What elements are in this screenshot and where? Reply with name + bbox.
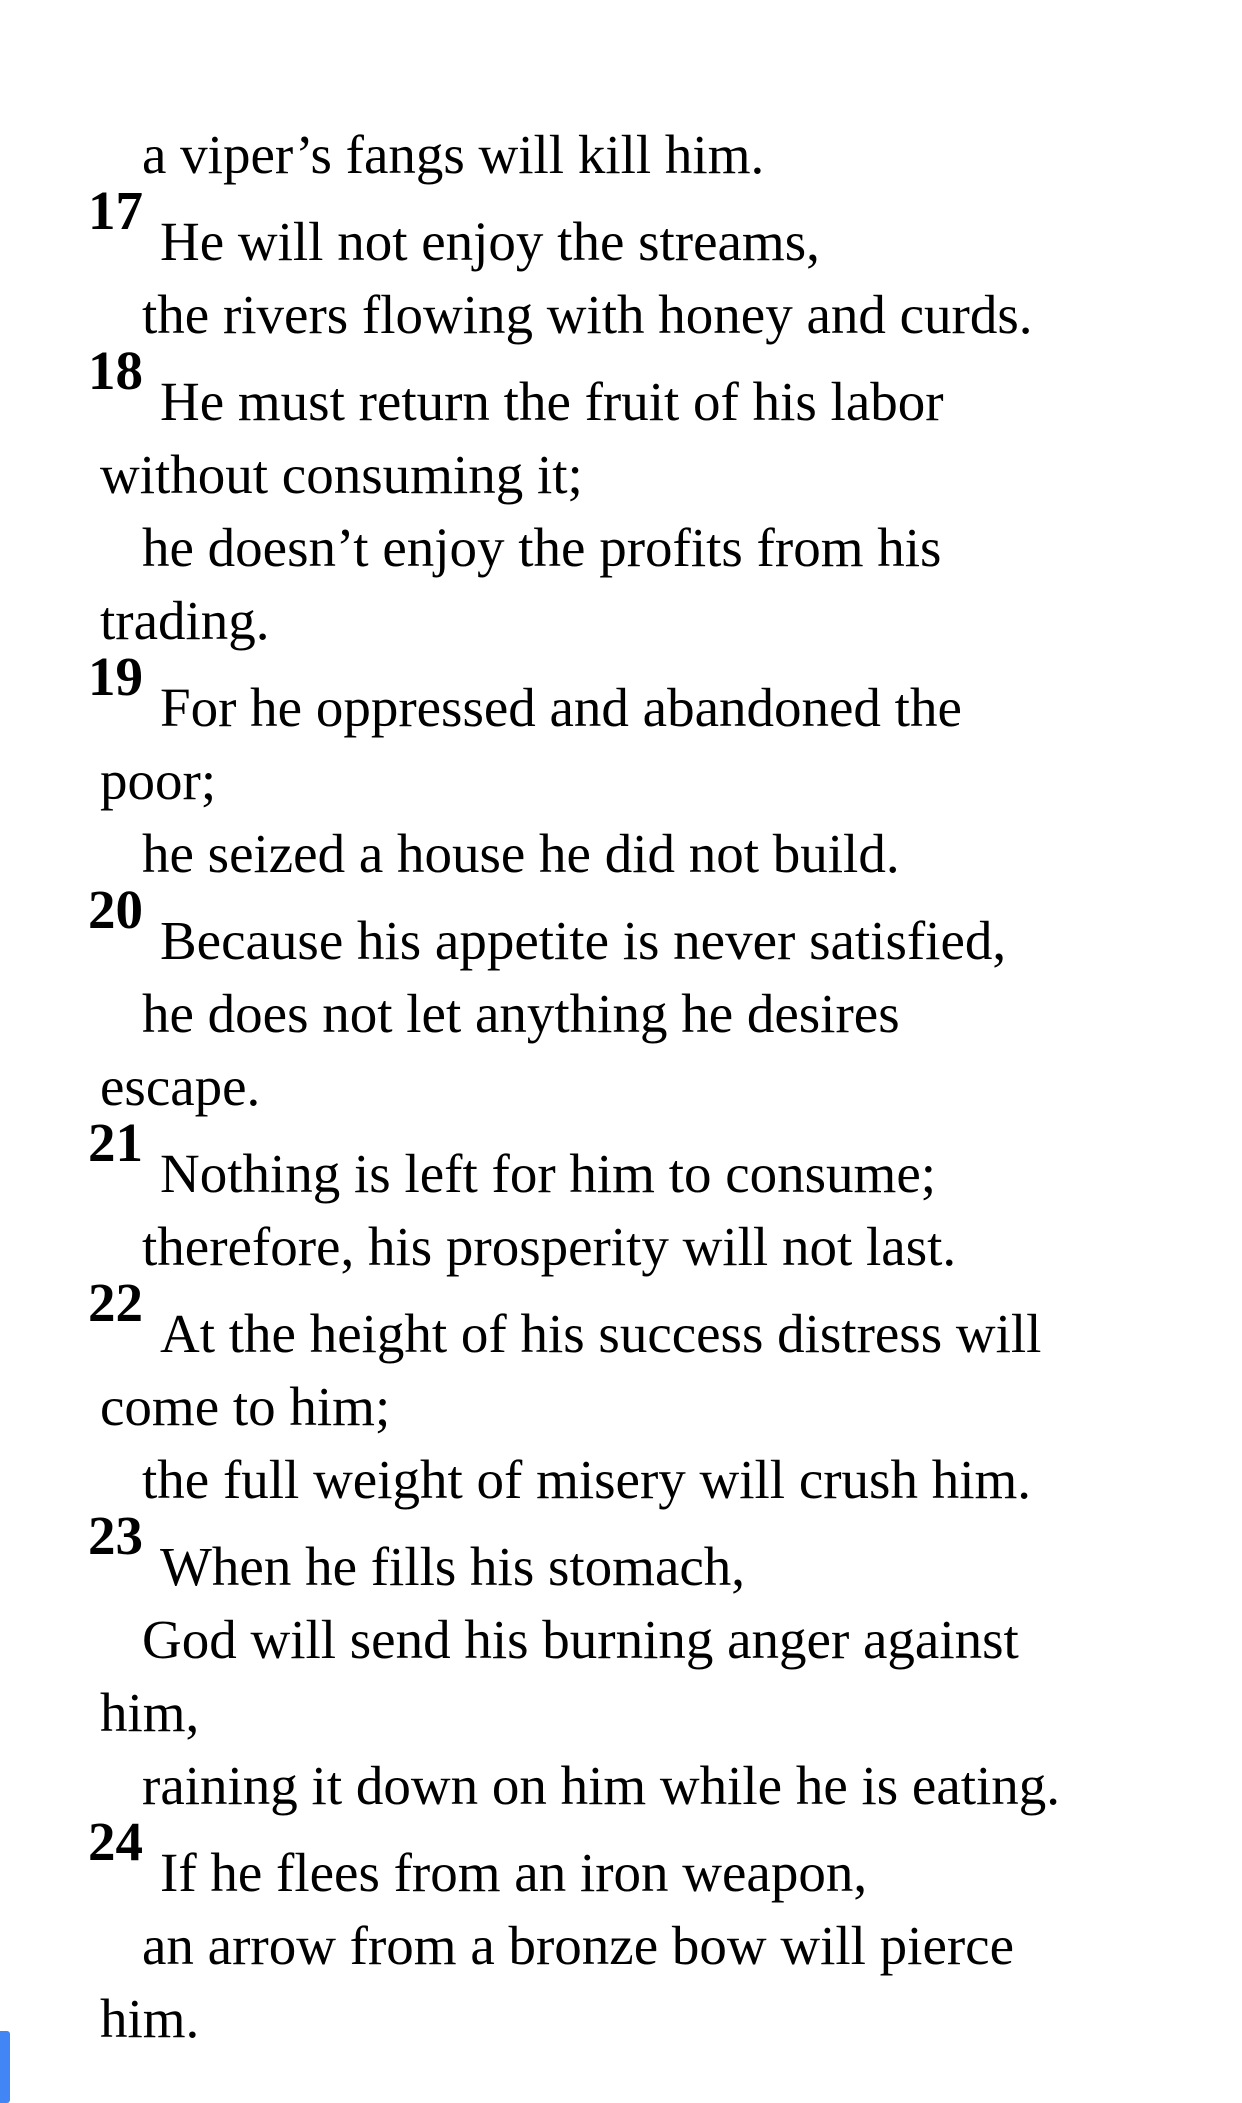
verse-number: 18 [88, 340, 143, 402]
verse-number: 19 [88, 646, 143, 708]
scripture-line: him, [100, 1682, 200, 1743]
scripture-line: escape. [100, 1056, 261, 1117]
verse-number: 17 [88, 180, 143, 242]
scripture-line: he does not let anything he desires [142, 983, 900, 1044]
scripture-line: the rivers flowing with honey and curds. [142, 284, 1033, 345]
verse-number: 23 [88, 1505, 143, 1567]
scripture-line: he seized a house he did not build. [142, 823, 900, 884]
verse-line: 20Because his appetite is never satisfied, [88, 879, 1007, 971]
scripture-line: an arrow from a bronze bow will pierce [142, 1915, 1014, 1976]
scripture-line: God will send his burning anger against [142, 1609, 1019, 1670]
scripture-line: a viper’s fangs will kill him. [142, 124, 765, 185]
verse-line: 23When he fills his stomach, [88, 1505, 746, 1597]
scripture-line: come to him; [100, 1376, 391, 1437]
verse-line: 22At the height of his success distress will [88, 1272, 1042, 1364]
verse-number: 20 [88, 879, 143, 941]
verse-number: 22 [88, 1272, 143, 1334]
scripture-line: poor; [100, 750, 217, 811]
scripture-line: him. [100, 1988, 200, 2049]
verse-line: 24If he flees from an iron weapon, [88, 1811, 868, 1903]
scripture-line: therefore, his prosperity will not last. [142, 1216, 957, 1277]
scripture-line: raining it down on him while he is eating. [142, 1755, 1061, 1816]
verse-number: 24 [88, 1811, 143, 1873]
verse-number: 21 [88, 1112, 143, 1174]
verse-line: 21Nothing is left for him to consume; [88, 1112, 937, 1204]
verse-line: 19For he oppressed and abandoned the [88, 646, 962, 738]
verse-line: 18He must return the fruit of his labor [88, 340, 944, 432]
scripture-line: the full weight of misery will crush him. [142, 1449, 1032, 1510]
scripture-line: trading. [100, 590, 270, 651]
scroll-indicator[interactable] [0, 2031, 10, 2103]
scripture-line: without consuming it; [100, 444, 583, 505]
scripture-line: he doesn’t enjoy the profits from his [142, 517, 942, 578]
verse-line: 17He will not enjoy the streams, [88, 180, 820, 272]
